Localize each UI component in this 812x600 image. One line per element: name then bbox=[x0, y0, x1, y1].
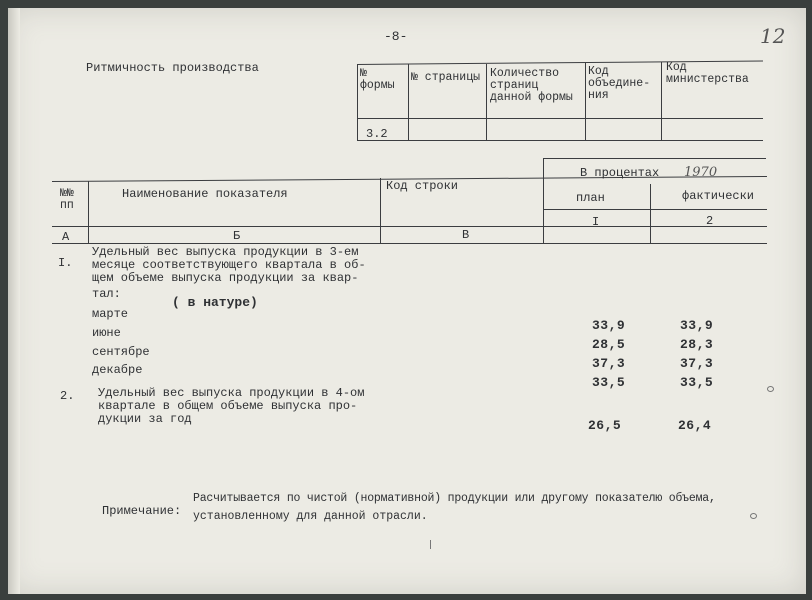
month-label-december: декабре bbox=[92, 363, 143, 377]
september-fact-value: 28,3 bbox=[680, 337, 714, 352]
row-1-text-line-1: Удельный вес выпуска продукции в 3-ем bbox=[92, 245, 359, 259]
form-header-page-no: № страницы bbox=[411, 71, 481, 84]
index-cell-1: I bbox=[592, 215, 600, 229]
row-2-text-line-3: дукции за год bbox=[98, 412, 192, 426]
col-header-name: Наименование показателя bbox=[122, 187, 288, 201]
june-fact-value: 33,9 bbox=[680, 318, 714, 333]
row-2-fact-value: 26,4 bbox=[678, 418, 712, 433]
row-1-text-line-4: тал: bbox=[92, 287, 121, 301]
col-header-number: №№ пп bbox=[60, 187, 74, 212]
scan-speck bbox=[430, 540, 431, 549]
form-header-ministry-code: Код министерства bbox=[666, 61, 749, 86]
scan-speck bbox=[767, 386, 774, 392]
month-label-june: июне bbox=[92, 326, 121, 340]
row-2-plan-value: 26,5 bbox=[588, 418, 622, 433]
extra-fact-value: 33,5 bbox=[680, 375, 714, 390]
row-1-text-line-2: месяце соответствующего квартала в об- bbox=[92, 258, 366, 272]
row-1-note: ( в натуре) bbox=[172, 295, 258, 310]
extra-plan-value: 33,5 bbox=[592, 375, 626, 390]
form-value-form-no: 3.2 bbox=[366, 127, 388, 141]
scan-speck bbox=[750, 513, 757, 519]
col-header-plan: план bbox=[576, 191, 605, 205]
binding-edge bbox=[8, 8, 20, 594]
page-number: -8- bbox=[384, 29, 408, 44]
form-header-form-no: № формы bbox=[360, 67, 395, 92]
month-label-september: сентябре bbox=[92, 345, 150, 359]
june-plan-value: 33,9 bbox=[592, 318, 626, 333]
december-fact-value: 37,3 bbox=[680, 356, 714, 371]
form-header-union-code: Код объедине-ния bbox=[588, 65, 651, 102]
month-label-march: марте bbox=[92, 307, 129, 321]
col-header-code: Код строки bbox=[386, 179, 459, 193]
footnote-line-2: установленному для данной отрасли. bbox=[193, 510, 428, 523]
index-cell-2: 2 bbox=[706, 214, 714, 228]
row-1-text-line-3: щем объеме выпуска продукции за квар- bbox=[92, 271, 359, 285]
row-2-text-line-1: Удельный вес выпуска продукции в 4-ом bbox=[98, 386, 365, 400]
row-1-number: I. bbox=[58, 256, 73, 270]
footnote-line-1: Расчитывается по чистой (нормативной) продукции или другому показателю объема, bbox=[193, 492, 716, 505]
index-cell-a: А bbox=[62, 230, 70, 244]
index-cell-v: В bbox=[462, 228, 470, 242]
footnote-label: Примечание: bbox=[102, 504, 182, 518]
row-2-number: 2. bbox=[60, 389, 75, 403]
row-2-text-line-2: квартале в общем объеме выпуска про- bbox=[98, 399, 358, 413]
december-plan-value: 37,3 bbox=[592, 356, 626, 371]
corner-handwritten-mark: 12 bbox=[760, 24, 786, 48]
index-cell-b: Б bbox=[233, 229, 241, 243]
col-header-percent: В процентах bbox=[580, 166, 660, 180]
september-plan-value: 28,5 bbox=[592, 337, 626, 352]
form-header-page-count: Количество страниц данной формы bbox=[490, 67, 573, 104]
col-header-fact: фактически bbox=[682, 189, 755, 203]
handwritten-year: 1970 bbox=[684, 165, 718, 180]
document-title: Ритмичность производства bbox=[86, 61, 259, 75]
